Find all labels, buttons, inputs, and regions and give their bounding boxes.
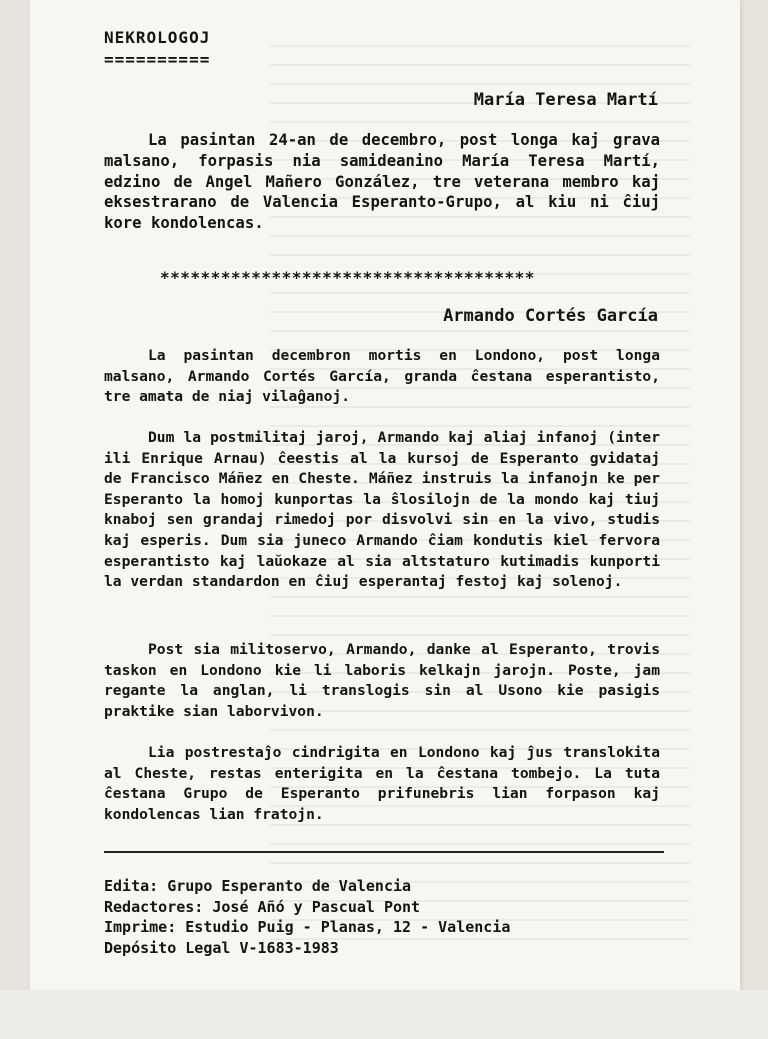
obituary-name-2: Armando Cortés García: [443, 306, 658, 326]
paragraph-text: Lia postrestaĵo cindrigita en Londono kaj ĵus translokita al Cheste, restas enterigita en la ĉestana tombejo. La tuta ĉestana Grupo de Esperanto prifunebris lian forpason kaj kondolencas lian fratojn.: [104, 744, 660, 823]
separator-stars: *************************************: [160, 268, 535, 287]
imprint-redactores: Redactores: José Añó y Pascual Pont: [104, 897, 421, 916]
page-bottom-edge: [0, 990, 768, 1039]
imprint-imprime: Imprime: Estudio Puig - Planas, 12 - Valencia: [104, 918, 511, 936]
obituary-2-paragraph-3: [104, 640, 660, 722]
obituary-text-1-body: La pasintan 24-an de decembro, post longa kaj grava malsano, forpasis nia samideanino María Teresa Martí, edzino de Angel Mañero González, tre veterana membro kaj eksestrarano de Valencia Esperanto-Grupo, al kiu ni ĉiuj kore kondolencas.: [104, 131, 660, 233]
paragraph-text: Dum la postmilitaj jaroj, Armando kaj aliaj infanoj (inter ili Enrique Arnau) ĉeestis al la kursoj de Esperanto gvidataj de Francisco Máñez en Cheste. Máñez instruis la infanojn ke per Esperanto la homoj kunportas la ŝlosilojn de la mondo kaj tiuj knaboj sen grandaj rimedoj por disvolvi sin en la vivo, studis kaj esperis. Dum sia juneco Armando ĉiam kondutis kiel fervora esperantisto kaj laŭokaze al sia altstaturo kutimadis kunporti la verdan standardon en ĉiuj esperantaj festoj kaj solenoj.: [104, 429, 660, 591]
obituary-2-paragraph-4: [104, 743, 660, 825]
paragraph-text: Post sia militoservo, Armando, danke al Esperanto, trovis taskon en Londono kie li laboris kelkajn jarojn. Poste, jam regante la anglan, li translogis sin al Usono kie pasigis praktike sian laborvivon.: [104, 641, 660, 720]
section-title-underline: ==========: [104, 50, 211, 69]
paragraph-text: La pasintan decembron mortis en Londono, post longa malsano, Armando Cortés García, granda ĉestana esperantisto, tre amata de niaj vilaĝanoj.: [104, 347, 660, 406]
footer-divider: [104, 851, 664, 853]
obituary-text-1: [104, 130, 660, 234]
imprint-deposito: Depósito Legal V-1683-1983: [104, 938, 339, 957]
obituary-2-paragraph-2: [104, 428, 660, 593]
obituary-name-1: María Teresa Martí: [473, 90, 658, 110]
obituary-2-paragraph-1: [104, 346, 660, 408]
imprint-block: [104, 876, 510, 958]
imprint-edita: Edita: Grupo Esperanto de Valencia: [104, 877, 412, 895]
section-title: NEKROLOGOJ: [104, 28, 211, 47]
